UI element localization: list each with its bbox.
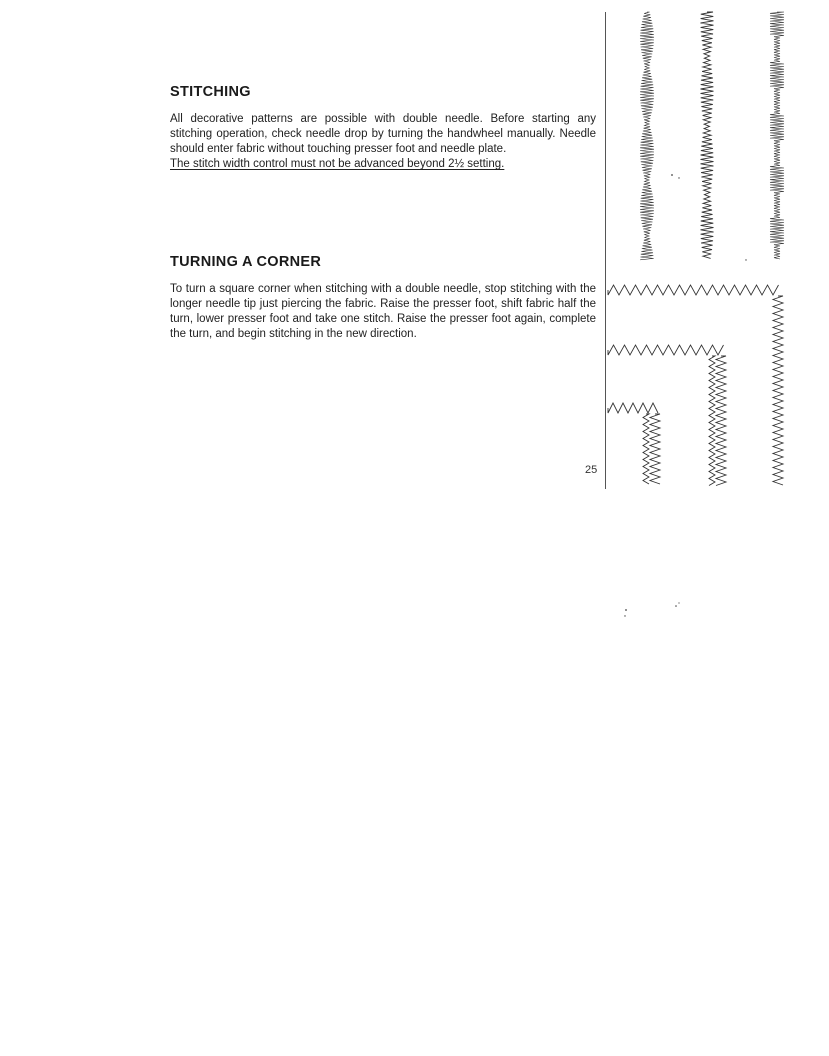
page-number: 25 bbox=[585, 464, 598, 476]
turning-corner-paragraph: To turn a square corner when stitching with a double needle, stop stitching with the longer needle tip just piercing the fabric. Raise the presser foot, shift fabric half the turn, lower presser foot and take one stitch. Raise the presser foot again, complete the turn, and begin stitching in the new direction. bbox=[170, 283, 596, 340]
scan-specks-decoration bbox=[620, 600, 690, 630]
speck-1 bbox=[671, 174, 673, 176]
satin-block-column-right bbox=[770, 12, 784, 259]
decorative-stitch-samples-illustration bbox=[612, 10, 812, 270]
stitching-heading: STITCHING bbox=[170, 84, 251, 100]
speck-3 bbox=[745, 259, 746, 260]
stitching-paragraph bbox=[170, 112, 596, 172]
satin-wave-column-left bbox=[640, 12, 654, 260]
stitch-width-warning: The stitch width control must not be advanced beyond 2½ setting. bbox=[170, 158, 505, 170]
corner-outer-vertical bbox=[773, 296, 783, 485]
corner-middle-horizontal bbox=[608, 345, 724, 355]
corner-stitch-samples-illustration bbox=[600, 278, 800, 490]
turning-corner-heading: TURNING A CORNER bbox=[170, 254, 322, 270]
corner-inner-inner-vertical bbox=[643, 414, 649, 484]
corner-inner-vertical bbox=[650, 414, 660, 484]
corner-inner-horizontal bbox=[608, 403, 658, 413]
corner-outer-horizontal bbox=[608, 285, 779, 295]
corner-middle-inner-vertical bbox=[709, 356, 715, 486]
turning-corner-section bbox=[170, 254, 596, 342]
stitching-instructions: All decorative patterns are possible with double needle. Before starting any stitching operation, check needle drop by turning the handwheel manually. Needle should enter fabric without touching presser foot and needle plate. bbox=[170, 113, 596, 155]
speck-2 bbox=[678, 177, 679, 178]
stitching-section bbox=[170, 84, 596, 172]
corner-middle-vertical bbox=[716, 356, 726, 486]
zigzag-wave-column-middle bbox=[701, 12, 714, 258]
